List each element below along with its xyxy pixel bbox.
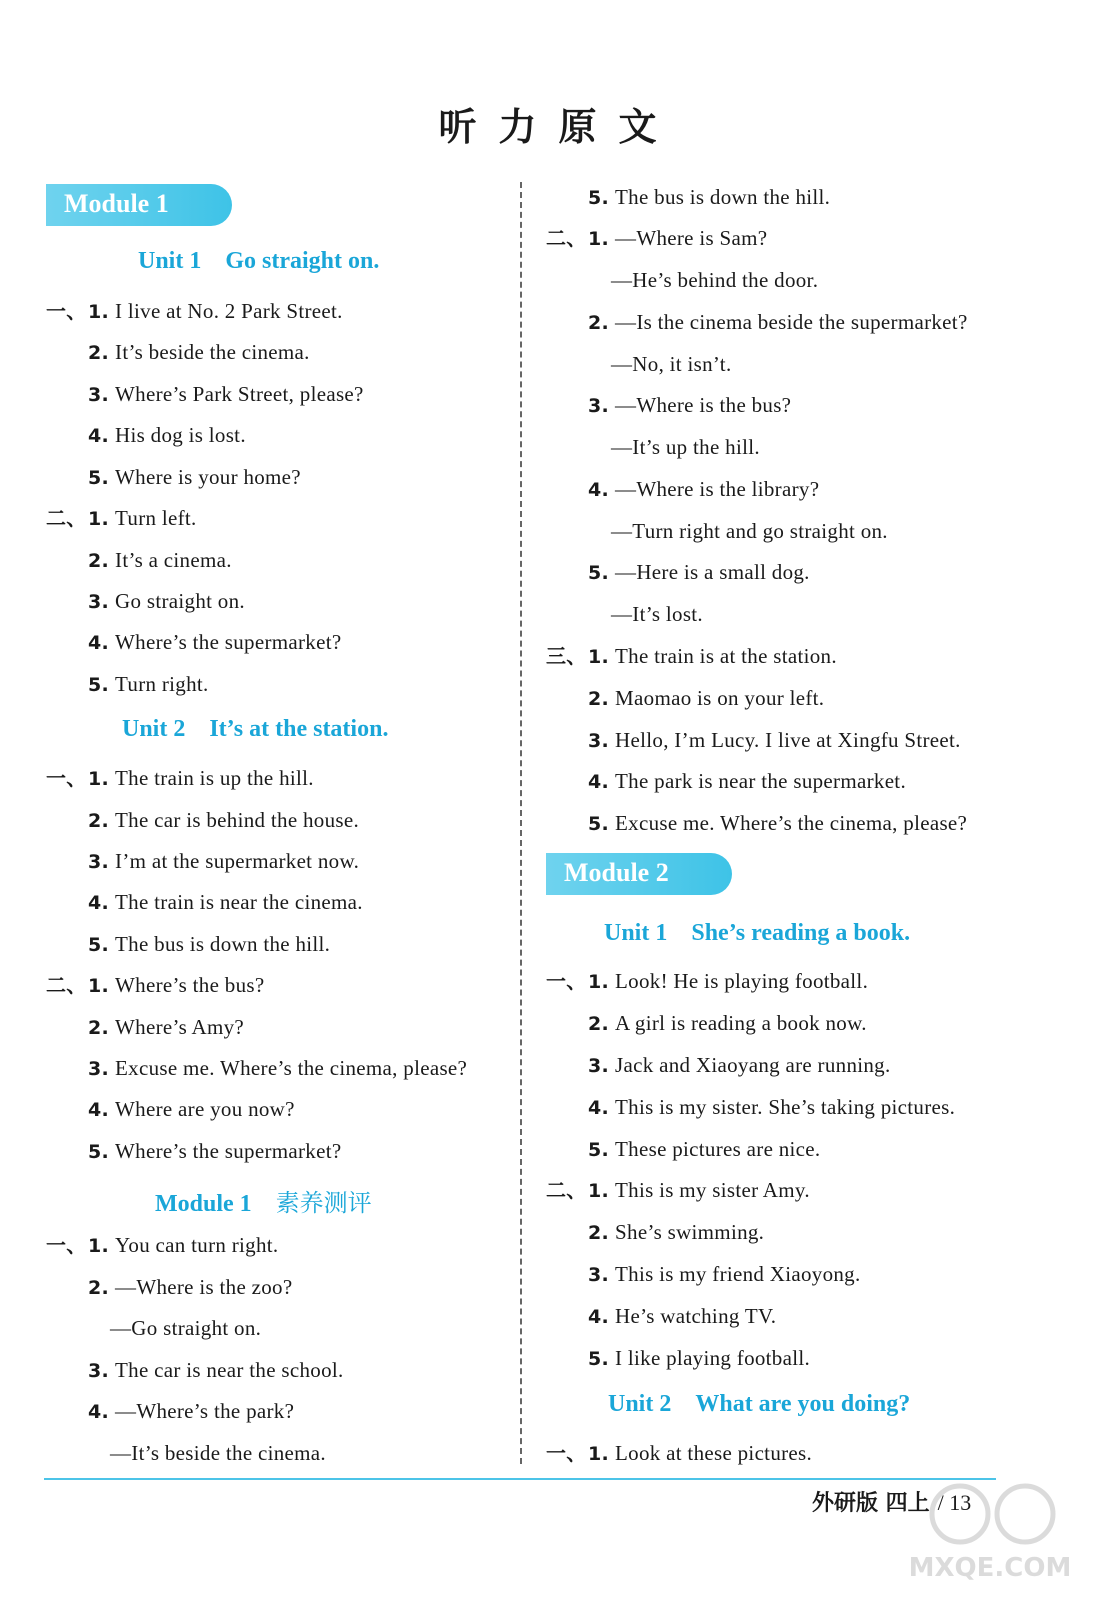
question-text: —Here is a small dog.: [615, 560, 810, 584]
question-line: [88, 1054, 467, 1083]
question-line: [46, 297, 343, 326]
question-line: [611, 433, 760, 461]
question-text: —Where’s the park?: [115, 1399, 295, 1423]
question-line: [546, 224, 768, 253]
question-text: The park is near the supermarket.: [615, 769, 906, 793]
section-marker: 一、: [46, 299, 87, 323]
question-number: 4.: [88, 1401, 110, 1423]
question-text: Jack and Xiaoyang are running.: [615, 1053, 891, 1077]
question-text: Turn right.: [115, 672, 209, 696]
question-line: [88, 628, 341, 657]
assessment-heading: [155, 1183, 372, 1218]
question-text: Where is your home?: [115, 465, 301, 489]
question-text: The car is behind the house.: [115, 808, 360, 832]
question-line: [611, 350, 732, 378]
question-number: 1.: [588, 646, 610, 668]
question-text: Excuse me. Where’s the cinema, please?: [115, 1056, 468, 1080]
question-line: [588, 391, 791, 420]
unit-title: It’s at the station.: [209, 716, 389, 742]
question-text: Where’s Amy?: [115, 1015, 245, 1039]
question-number: 2.: [88, 810, 110, 832]
question-line: [611, 600, 703, 628]
question-line: [88, 1137, 341, 1166]
assessment-title: 素养测评: [275, 1189, 372, 1217]
question-text: Where’s the supermarket?: [115, 630, 342, 654]
question-line: [588, 1344, 810, 1373]
question-text: This is my friend Xiaoyong.: [615, 1262, 861, 1286]
module-banner: [546, 853, 732, 895]
question-line: [88, 546, 232, 575]
question-number: 1.: [88, 508, 110, 530]
question-number: 2.: [588, 312, 610, 334]
question-number: 3.: [88, 1058, 110, 1080]
question-line: [88, 670, 209, 699]
question-text: —Is the cinema beside the supermarket?: [615, 310, 968, 334]
question-text: —It’s up the hill.: [611, 435, 760, 459]
question-line: [588, 183, 830, 212]
question-number: 3.: [588, 730, 610, 752]
question-line: [88, 587, 245, 616]
question-number: 5.: [88, 467, 110, 489]
question-line: [588, 1093, 955, 1122]
question-number: 1.: [588, 1180, 610, 1202]
question-number: 3.: [88, 851, 110, 873]
bottom-rule: [44, 1478, 996, 1480]
question-line: [588, 475, 819, 504]
question-line: [46, 504, 197, 533]
question-line: [611, 517, 888, 545]
question-number: 1.: [88, 768, 110, 790]
question-text: Excuse me. Where’s the cinema, please?: [615, 811, 968, 835]
question-number: 4.: [588, 1097, 610, 1119]
question-text: It’s a cinema.: [115, 548, 232, 572]
section-marker: 二、: [46, 973, 87, 997]
question-number: 5.: [588, 187, 610, 209]
question-line: [88, 1095, 295, 1124]
question-number: 4.: [88, 1099, 110, 1121]
question-line: [88, 380, 364, 409]
section-marker: 三、: [546, 644, 587, 668]
question-text: —Where is Sam?: [615, 226, 768, 250]
section-marker: 一、: [546, 969, 587, 993]
question-line: [588, 558, 810, 587]
module-banner-label: Module 2: [564, 858, 669, 887]
section-marker: 一、: [546, 1441, 587, 1465]
question-line: [588, 809, 967, 838]
question-number: 5.: [88, 1141, 110, 1163]
module-banner: [46, 184, 232, 226]
module-banner-label: Module 1: [64, 189, 169, 218]
question-text: —Where is the zoo?: [115, 1275, 293, 1299]
column-divider: [520, 182, 522, 1464]
question-number: 2.: [88, 342, 110, 364]
question-text: These pictures are nice.: [615, 1137, 821, 1161]
section-marker: 一、: [46, 1233, 87, 1257]
question-text: Maomao is on your left.: [615, 686, 825, 710]
question-text: —It’s lost.: [611, 602, 703, 626]
question-number: 3.: [588, 1055, 610, 1077]
question-text: Turn left.: [115, 506, 197, 530]
question-text: Where’s the supermarket?: [115, 1139, 342, 1163]
question-line: [588, 1009, 867, 1038]
page-title: 听力原文: [438, 105, 679, 149]
question-text: Look! He is playing football.: [615, 969, 869, 993]
question-line: [546, 1439, 813, 1468]
unit-heading: [608, 1391, 910, 1418]
question-text: The car is near the school.: [115, 1358, 344, 1382]
question-line: [88, 847, 359, 876]
question-text: The bus is down the hill.: [615, 185, 831, 209]
question-line: [588, 1302, 776, 1331]
question-line: [46, 971, 265, 1000]
question-number: 2.: [588, 688, 610, 710]
question-line: [46, 1231, 279, 1260]
edition-label: 外研版 四上: [812, 1491, 930, 1516]
question-text: She’s swimming.: [615, 1220, 765, 1244]
section-marker: 二、: [546, 1178, 587, 1202]
question-line: [88, 888, 363, 917]
unit-number: Unit 2: [608, 1391, 672, 1417]
question-number: 1.: [588, 1443, 610, 1465]
question-line: [88, 930, 330, 959]
section-marker: 一、: [46, 766, 87, 790]
question-number: 3.: [88, 384, 110, 406]
question-number: 5.: [88, 934, 110, 956]
question-number: 2.: [588, 1222, 610, 1244]
question-number: 4.: [588, 1306, 610, 1328]
question-number: 3.: [88, 591, 110, 613]
question-text: He’s watching TV.: [615, 1304, 777, 1328]
question-number: 2.: [88, 550, 110, 572]
question-number: 5.: [588, 1348, 610, 1370]
question-text: Look at these pictures.: [615, 1441, 813, 1465]
question-text: —Turn right and go straight on.: [611, 519, 888, 543]
question-number: 1.: [588, 228, 610, 250]
unit-number: Unit 2: [122, 716, 186, 742]
question-text: You can turn right.: [115, 1233, 279, 1257]
question-text: —Where is the library?: [615, 477, 820, 501]
question-text: The train is at the station.: [615, 644, 837, 668]
question-line: [110, 1439, 326, 1467]
watermark-logo: [900, 1476, 1080, 1586]
module-number: Module 1: [155, 1191, 252, 1217]
question-text: —No, it isn’t.: [611, 352, 732, 376]
question-line: [588, 767, 906, 796]
question-line: [88, 338, 310, 367]
question-number: 2.: [588, 1013, 610, 1035]
question-text: Where’s the bus?: [115, 973, 265, 997]
question-line: [88, 1397, 294, 1426]
question-text: A girl is reading a book now.: [615, 1011, 867, 1035]
question-line: [611, 266, 818, 294]
question-line: [46, 764, 314, 793]
unit-heading: [604, 920, 910, 947]
question-number: 5.: [588, 813, 610, 835]
unit-number: Unit 1: [138, 248, 202, 274]
question-number: 4.: [588, 479, 610, 501]
question-number: 4.: [588, 771, 610, 793]
question-line: [588, 1260, 861, 1289]
question-line: [588, 726, 961, 755]
unit-number: Unit 1: [604, 920, 668, 946]
question-line: [88, 806, 359, 835]
question-text: This is my sister. She’s taking pictures.: [615, 1095, 956, 1119]
question-text: I live at No. 2 Park Street.: [115, 299, 343, 323]
question-text: I’m at the supermarket now.: [115, 849, 360, 873]
question-text: His dog is lost.: [115, 423, 246, 447]
question-line: [88, 1013, 244, 1042]
question-text: I like playing football.: [615, 1346, 811, 1370]
question-line: [588, 1135, 820, 1164]
unit-heading: [138, 248, 379, 275]
question-line: [546, 642, 837, 671]
question-number: 1.: [88, 301, 110, 323]
unit-title: She’s reading a book.: [691, 920, 911, 946]
question-number: 4.: [88, 425, 110, 447]
question-number: 4.: [88, 892, 110, 914]
question-number: 3.: [588, 395, 610, 417]
question-line: [546, 967, 869, 996]
question-text: Go straight on.: [115, 589, 245, 613]
section-marker: 二、: [46, 506, 87, 530]
question-line: [88, 1356, 344, 1385]
question-number: 1.: [88, 1235, 110, 1257]
question-line: [88, 1273, 292, 1302]
svg-text:MXQE.COM: MXQE.COM: [908, 1553, 1072, 1583]
question-line: [88, 463, 301, 492]
question-text: —Go straight on.: [110, 1316, 262, 1340]
unit-heading: [122, 716, 388, 743]
question-text: —It’s beside the cinema.: [110, 1441, 326, 1465]
question-line: [588, 1218, 764, 1247]
question-number: 3.: [588, 1264, 610, 1286]
page-number: / 13: [937, 1490, 972, 1515]
section-marker: 二、: [546, 226, 587, 250]
unit-title: What are you doing?: [695, 1391, 911, 1417]
question-number: 1.: [88, 975, 110, 997]
question-number: 3.: [88, 1360, 110, 1382]
question-text: Where are you now?: [115, 1097, 295, 1121]
question-number: 1.: [588, 971, 610, 993]
question-number: 4.: [88, 632, 110, 654]
question-line: [588, 1051, 891, 1080]
question-text: The train is near the cinema.: [115, 890, 363, 914]
question-text: —Where is the bus?: [615, 393, 792, 417]
unit-title: Go straight on.: [225, 248, 380, 274]
question-line: [588, 684, 824, 713]
question-text: The train is up the hill.: [115, 766, 314, 790]
question-line: [546, 1176, 810, 1205]
question-line: [110, 1314, 261, 1342]
question-number: 2.: [88, 1017, 110, 1039]
question-text: Hello, I’m Lucy. I live at Xingfu Street.: [615, 728, 961, 752]
question-text: Where’s Park Street, please?: [115, 382, 364, 406]
question-number: 2.: [88, 1277, 110, 1299]
question-text: This is my sister Amy.: [615, 1178, 810, 1202]
question-line: [588, 308, 968, 337]
question-text: The bus is down the hill.: [115, 932, 331, 956]
question-number: 5.: [588, 1139, 610, 1161]
question-text: It’s beside the cinema.: [115, 340, 310, 364]
question-number: 5.: [88, 674, 110, 696]
question-number: 5.: [588, 562, 610, 584]
question-line: [88, 421, 246, 450]
question-text: —He’s behind the door.: [611, 268, 819, 292]
